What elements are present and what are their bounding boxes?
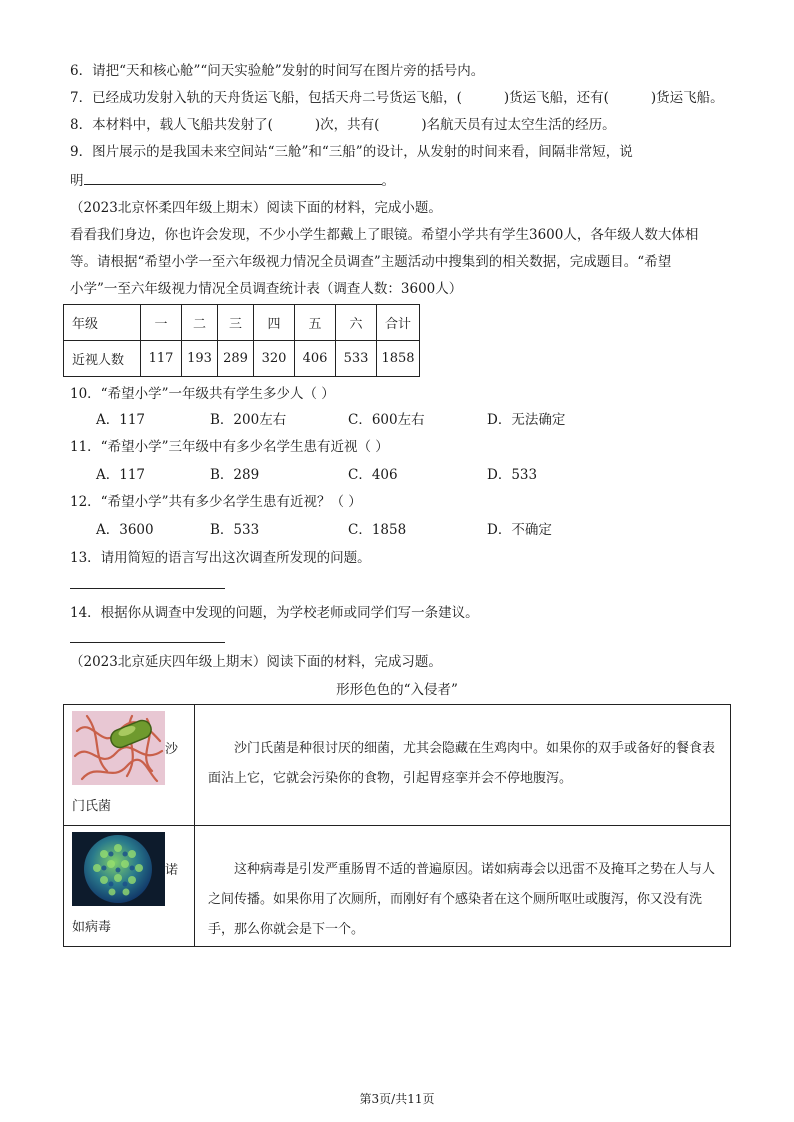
virus-icon xyxy=(72,832,165,906)
vision-survey-table xyxy=(63,304,420,377)
table-header-row xyxy=(64,305,420,341)
choice-b[interactable]: B．533 xyxy=(210,522,260,538)
image-caption: 诺 xyxy=(165,863,179,878)
choice-d[interactable]: D．不确定 xyxy=(487,522,552,538)
bacteria-icon xyxy=(72,711,165,785)
table-cell: 117 xyxy=(141,341,182,377)
table-cell xyxy=(195,705,731,826)
page-footer: 第3页/共11页 xyxy=(359,1092,435,1106)
table-row xyxy=(64,826,731,947)
choice-a[interactable]: A．117 xyxy=(96,412,146,428)
passage-2-source: （2023北京延庆四年级上期末）阅读下面的材料，完成习题。 xyxy=(70,654,442,670)
choice-a[interactable]: A．117 xyxy=(96,467,146,483)
question-13: 13．请用简短的语言写出这次调查所发现的问题。 xyxy=(70,550,371,566)
image-caption: 如病毒 xyxy=(72,920,112,935)
choice-d[interactable]: D．无法确定 xyxy=(487,412,566,428)
question-9: 9．图片展示的是我国未来空间站“三舱”和“三船”的设计，从发射的时间来看，间隔非常短，说 xyxy=(70,144,633,160)
choice-c[interactable]: C．1858 xyxy=(348,522,407,538)
choice-c[interactable]: C．406 xyxy=(348,467,398,483)
question-8: 8．本材料中，载人飞船共发射了( )次，共有( )名航天员有过太空生活的经历。 xyxy=(70,117,616,133)
table-cell: 320 xyxy=(254,341,295,377)
passage-2-title: 形形色色的“入侵者” xyxy=(336,682,458,698)
table-row xyxy=(64,341,420,377)
passage-1-line-3: 小学”一至六年级视力情况全员调查统计表（调查人数：3600人） xyxy=(70,281,463,297)
passage-1-line-1: 看看我们身边，你也许会发现，不少小学生都戴上了眼镜。希望小学共有学生3600人，各年级人数大体相 xyxy=(70,227,699,243)
answer-line-14[interactable] xyxy=(70,642,225,643)
choice-a[interactable]: A．3600 xyxy=(96,522,154,538)
choice-c[interactable]: C．600左右 xyxy=(348,412,425,428)
table-cell xyxy=(64,705,195,826)
norovirus-image xyxy=(72,832,165,906)
salmonella-image xyxy=(72,711,165,785)
table-cell: 六 xyxy=(336,305,377,341)
passage-1-source: （2023北京怀柔四年级上期末）阅读下面的材料，完成小题。 xyxy=(70,200,442,216)
table-cell: 近视人数 xyxy=(64,341,141,377)
choice-b[interactable]: B．289 xyxy=(210,467,260,483)
answer-blank[interactable] xyxy=(84,170,382,185)
table-cell: 年级 xyxy=(64,305,141,341)
table-cell: 三 xyxy=(218,305,254,341)
question-10: 10．“希望小学”一年级共有学生多少人（ ） xyxy=(70,386,335,402)
question-11: 11．“希望小学”三年级中有多少名学生患有近视（ ） xyxy=(70,439,389,455)
norovirus-description: 这种病毒是引发严重肠胃不适的普遍原因。诺如病毒会以迅雷不及掩耳之势在人与人之间传播。如果你用了次厕所，而刚好有个感染者在这个厕所呕吐或腹泻，你又没有洗手，那么你就会是下一个。 xyxy=(208,862,716,937)
table-cell: 二 xyxy=(182,305,218,341)
question-14: 14．根据你从调查中发现的问题，为学校老师或同学们写一条建议。 xyxy=(70,605,479,621)
table-cell: 1858 xyxy=(377,341,420,377)
answer-line-13[interactable] xyxy=(70,588,225,589)
image-caption: 沙 xyxy=(165,742,179,757)
question-6: 6．请把“天和核心舱”“问天实验舱”发射的时间写在图片旁的括号内。 xyxy=(70,63,485,79)
table-cell: 533 xyxy=(336,341,377,377)
table-cell xyxy=(64,826,195,947)
invaders-table xyxy=(63,704,731,947)
table-row xyxy=(64,705,731,826)
table-cell: 193 xyxy=(182,341,218,377)
salmonella-description: 沙门氏菌是种很讨厌的细菌，尤其会隐藏在生鸡肉中。如果你的双手或备好的餐食表面沾上它，它就会污染你的食物，引起胃痉挛并会不停地腹泻。 xyxy=(208,741,716,786)
choice-b[interactable]: B．200左右 xyxy=(210,412,287,428)
choice-d[interactable]: D．533 xyxy=(487,467,538,483)
question-9-answer: 明 。 xyxy=(70,170,734,191)
table-cell: 四 xyxy=(254,305,295,341)
table-cell xyxy=(195,826,731,947)
question-12: 12．“希望小学”共有多少名学生患有近视？（ ） xyxy=(70,494,362,510)
table-cell: 406 xyxy=(295,341,336,377)
table-cell: 五 xyxy=(295,305,336,341)
table-cell: 一 xyxy=(141,305,182,341)
image-caption: 门氏菌 xyxy=(72,799,112,814)
passage-1-line-2: 等。请根据“希望小学一至六年级视力情况全员调查”主题活动中搜集到的相关数据，完成题目。“希望 xyxy=(70,254,672,270)
table-cell: 合计 xyxy=(377,305,420,341)
question-7: 7．已经成功发射入轨的天舟货运飞船，包括天舟二号货运飞船，( )货运飞船，还有( )货运飞船。 xyxy=(70,90,724,106)
table-cell: 289 xyxy=(218,341,254,377)
